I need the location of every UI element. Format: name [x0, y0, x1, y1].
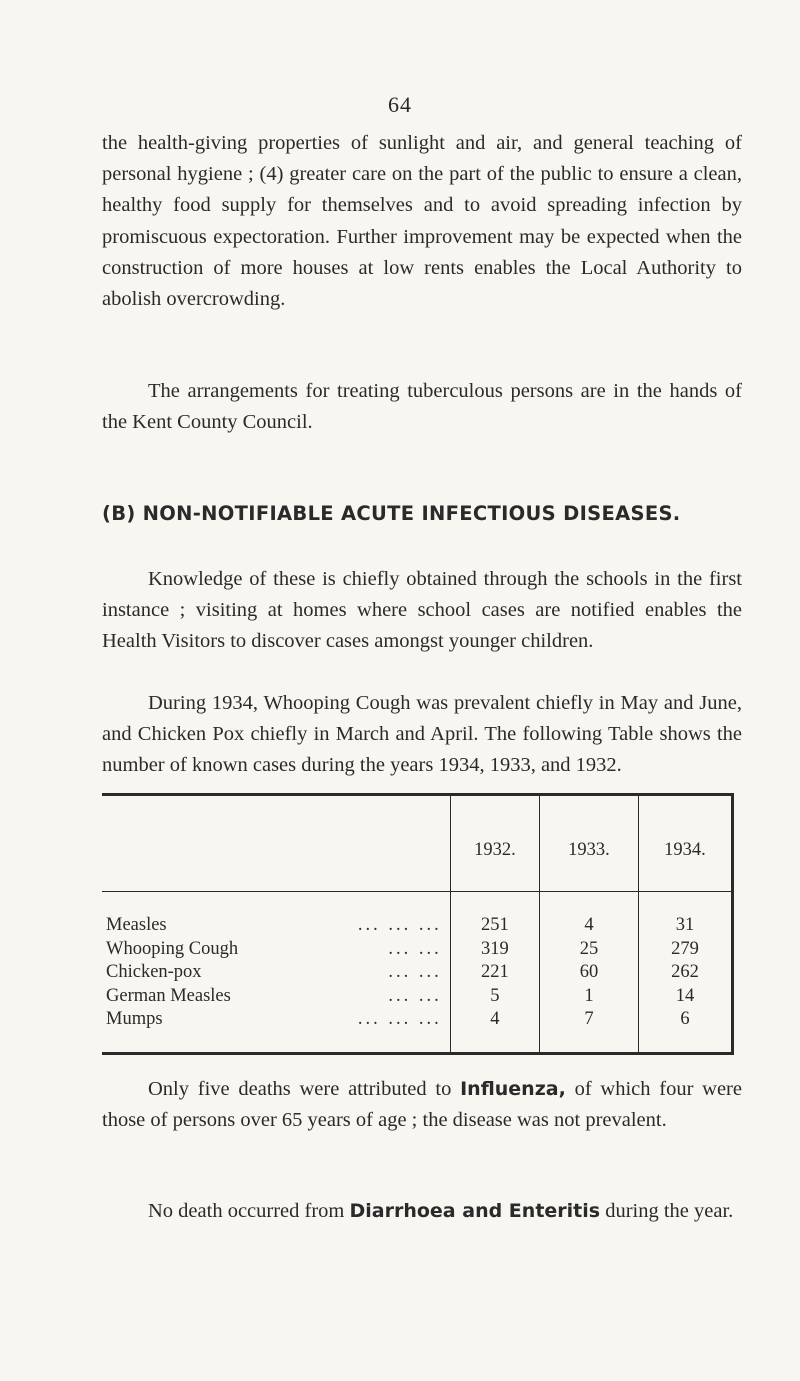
cell-1934: 6: [680, 1009, 690, 1030]
influenza-bold: Influenza,: [460, 1078, 566, 1100]
disease-name: Mumps: [106, 1009, 163, 1030]
header-1933: 1933.: [540, 795, 639, 892]
leader-dots: ... ... ...: [357, 1009, 442, 1030]
section-heading: (B) NON-NOTIFIABLE ACUTE INFECTIOUS DISEASES.: [102, 502, 681, 525]
cell-1933: 1: [540, 985, 639, 1009]
paragraph-hygiene: the health-giving properties of sunlight and air, and general teaching of personal hygiene ; (4) greater care on the part of the public to ensure a clean, healthy food supply for themselves and to avoid spreading infection by promiscuous expectoration. Further improvement may be expected when the construction of more houses at low rents enables the Local Authority to abolish overcrowding.: [102, 132, 742, 311]
leader-dots: ... ...: [388, 962, 442, 983]
diarrhoea-text-pre: No death occurred from: [148, 1200, 350, 1222]
leader-dots: ... ... ...: [357, 915, 442, 936]
cell-1933: 60: [540, 961, 639, 985]
table-row: [102, 1008, 733, 1053]
page-number: 64: [388, 92, 412, 117]
cell-1932: 4: [450, 1008, 539, 1053]
table-row: [102, 961, 733, 985]
influenza-text-pre: Only five deaths were attributed to: [148, 1078, 461, 1100]
cases-table: [102, 793, 734, 1055]
header-1934: 1934.: [638, 795, 732, 892]
cell-1933: 4: [540, 892, 639, 938]
cell-1932: 251: [450, 892, 539, 938]
cell-1934: 279: [671, 938, 699, 959]
cell-1933: 25: [540, 938, 639, 962]
disease-name: Measles: [106, 915, 167, 936]
paragraph-tuberculosis: The arrangements for treating tuberculous persons are in the hands of the Kent County Council.: [102, 380, 742, 434]
disease-name: Chicken-pox: [106, 962, 202, 983]
cell-1932: 319: [450, 938, 539, 962]
table-row: [102, 938, 733, 962]
disease-name: Whooping Cough: [106, 938, 239, 959]
paragraph-whooping-cough: During 1934, Whooping Cough was prevalent chiefly in May and June, and Chicken Pox chiefly in March and April. The following Table shows the number of known cases during the years 1934, 1933, and 1932.: [102, 692, 742, 777]
influenza-text-post: of which four were those of persons over 65 years of age ; the disease was not prevalent.: [102, 1078, 742, 1132]
table-row: [102, 985, 733, 1009]
header-1932: 1932.: [450, 795, 539, 892]
header-disease: [102, 795, 450, 892]
cell-1934: 14: [675, 985, 695, 1006]
table-row: [102, 892, 733, 938]
paragraph-diarrhoea: [102, 1196, 742, 1227]
cell-1932: 5: [450, 985, 539, 1009]
table-header-row: [102, 795, 733, 892]
paragraph-knowledge: Knowledge of these is chiefly obtained through the schools in the first instance ; visiting at homes where school cases are notified enables the Health Visitors to discover cases amongst younger children.: [102, 568, 742, 653]
diarrhoea-bold: Diarrhoea and Enteritis: [349, 1200, 601, 1222]
cell-1934: 31: [675, 915, 695, 936]
cell-1933: 7: [540, 1008, 639, 1053]
leader-dots: ... ...: [388, 985, 442, 1006]
cell-1934: 262: [671, 962, 699, 983]
cell-1932: 221: [450, 961, 539, 985]
disease-name: German Measles: [106, 985, 231, 1006]
diarrhoea-text-post: during the year.: [600, 1200, 734, 1222]
leader-dots: ... ...: [388, 938, 442, 959]
paragraph-influenza: [102, 1074, 742, 1136]
